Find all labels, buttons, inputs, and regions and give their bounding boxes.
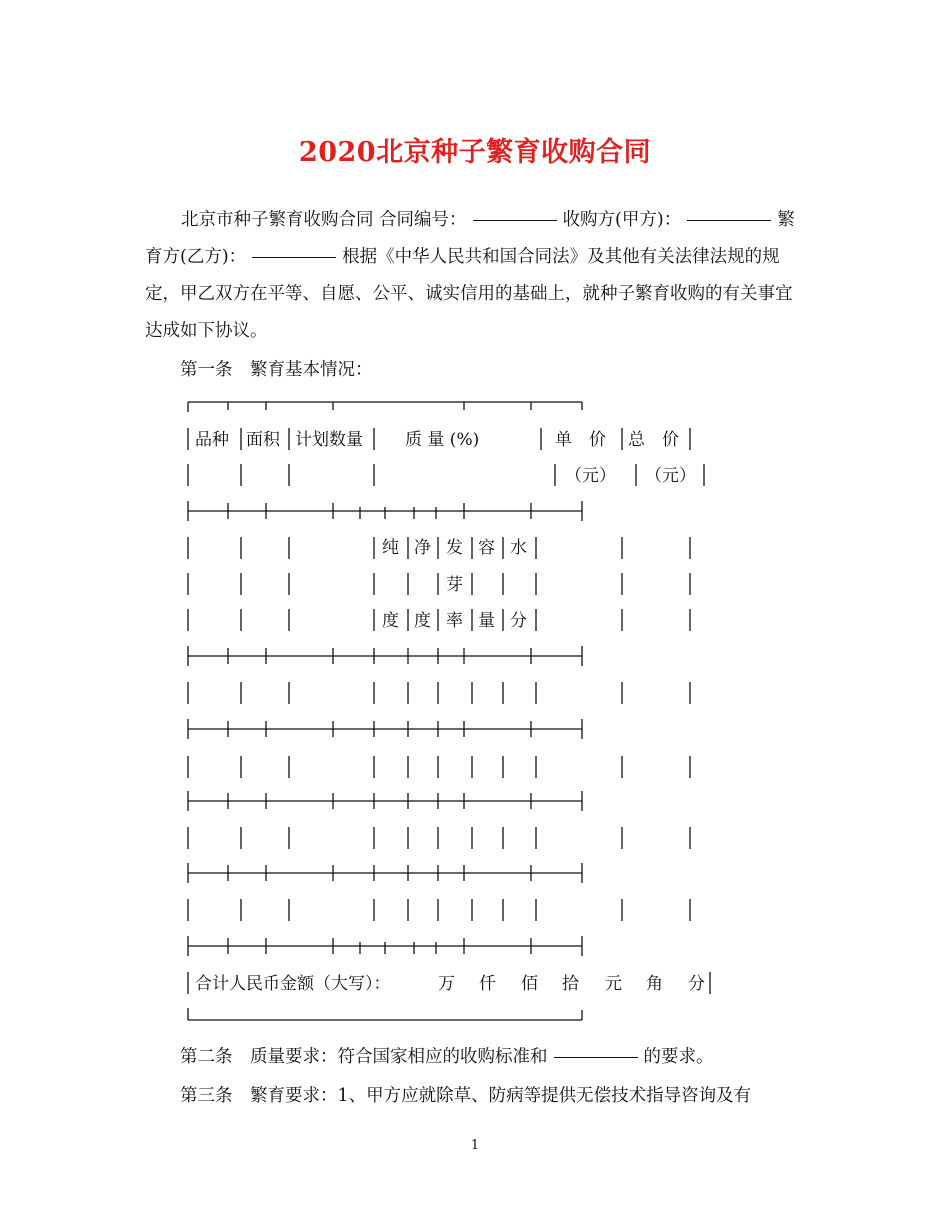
total-unit-qian: 仟 [479, 974, 496, 994]
quality-germ-2: 芽 [446, 575, 463, 595]
header-quality: 质 量 (%) [405, 430, 480, 450]
article-2-text: 第二条 质量要求：符合国家相应的收购标准和 [180, 1047, 548, 1067]
header-total-price: 总 价 [628, 430, 679, 450]
article-2-end: 的要求。 [643, 1047, 714, 1067]
quality-purity-2: 度 [382, 611, 399, 631]
article-2-blank[interactable] [554, 1056, 638, 1058]
intro-body-text: 根据《中华人民共和国合同法》及其他有关法律法规的规定，甲乙双方在平等、自愿、公平、诚实信用的基础上，就种子繁育收购的有关事宜达成如下协议。 [145, 247, 793, 341]
quality-weight-1: 容 [478, 538, 495, 558]
total-unit-shi: 拾 [562, 974, 579, 994]
header-planned-qty: 计划数量 [295, 430, 363, 450]
total-unit-jiao: 角 [646, 974, 663, 994]
total-unit-bai: 佰 [521, 974, 538, 994]
quality-germ-3: 率 [446, 611, 463, 631]
total-unit-fen: 分 [688, 974, 705, 994]
quality-moisture-1: 水 [510, 538, 527, 558]
header-unit-yuan: （元） [565, 466, 616, 486]
header-variety: 品种 [195, 430, 229, 450]
header-total-yuan: （元） [645, 466, 696, 486]
total-unit-yuan: 元 [605, 974, 622, 994]
article-2 [180, 1043, 714, 1068]
quality-moisture-2: 分 [510, 611, 527, 631]
table-rules [188, 402, 710, 1020]
document-title: 2020北京种子繁育收购合同 [298, 137, 652, 168]
article-1-heading: 第一条 繁育基本情况： [180, 360, 373, 380]
intro-buyer-label: 收购方(甲方)： [562, 210, 682, 230]
header-area: 面积 [246, 430, 280, 450]
quality-clean-1: 净 [414, 538, 431, 558]
quality-weight-2: 量 [478, 611, 495, 631]
page-number: 1 [470, 1138, 480, 1153]
header-unit-price: 单 价 [555, 430, 606, 450]
intro-contract-number-label: 北京市种子繁育收购合同 合同编号： [181, 210, 467, 230]
total-amount-label: 合计人民币金额（大写）： [195, 974, 391, 994]
quality-purity-1: 纯 [382, 538, 399, 558]
quality-clean-2: 度 [414, 611, 431, 631]
total-unit-wan: 万 [438, 974, 455, 994]
quality-germ-1: 发 [446, 538, 463, 558]
intro-breeder-label: 繁育方(乙方)： [145, 210, 795, 267]
article-3: 第三条 繁育要求：1、甲方应就除草、防病等提供无偿技术指导咨询及有 [180, 1086, 752, 1106]
